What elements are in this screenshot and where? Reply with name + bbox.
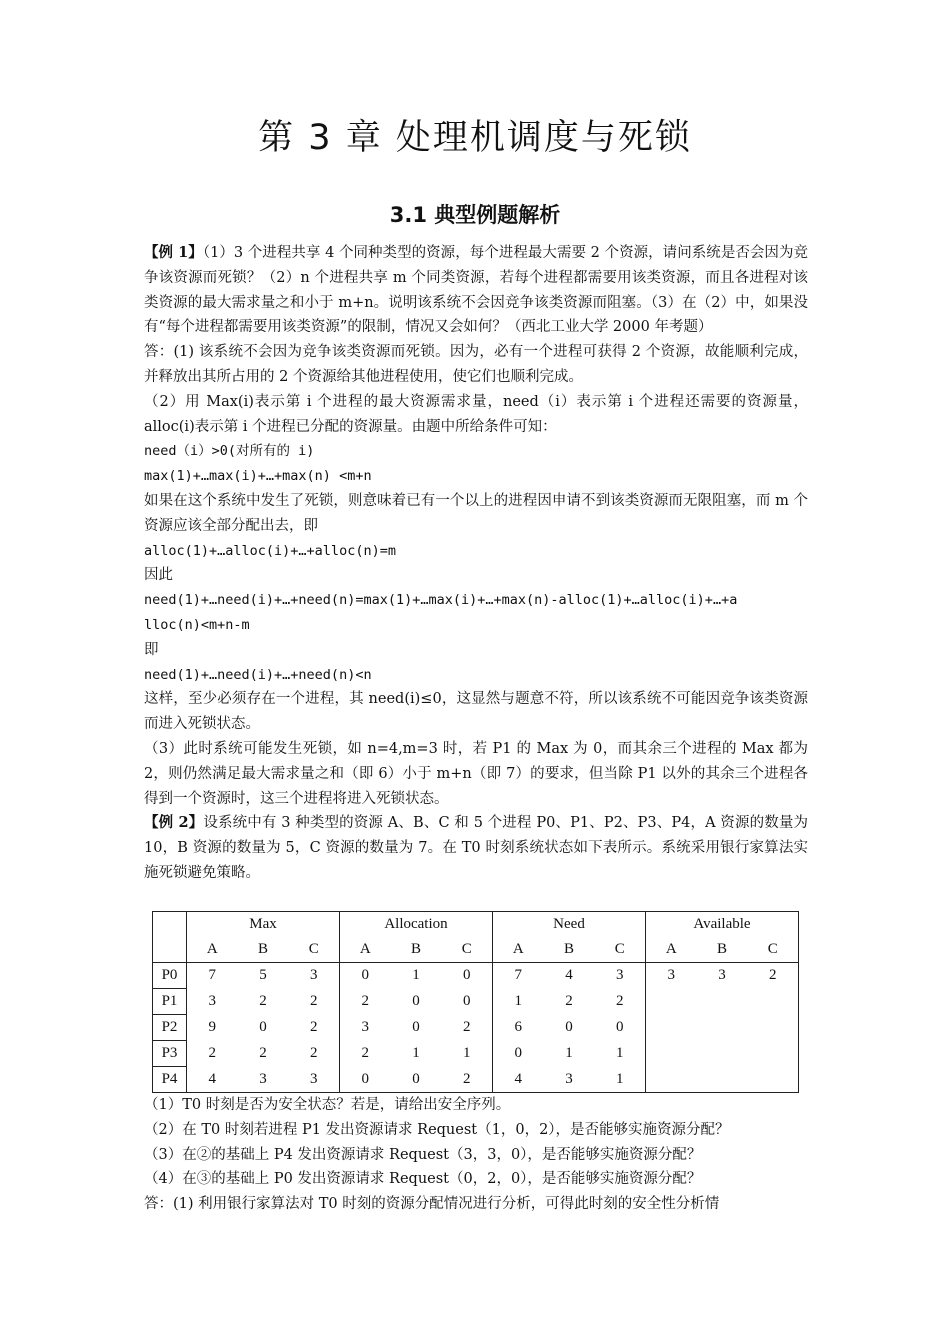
table-cell: 5 xyxy=(259,967,267,984)
formula-alloc-sum: alloc(1)+…alloc(i)+…+alloc(n)=m xyxy=(144,542,396,559)
table-cell: 0 xyxy=(442,963,493,989)
group-header: Need xyxy=(493,912,646,938)
table-cell: 2 xyxy=(289,1041,340,1067)
table-cell: 1 xyxy=(412,967,420,984)
subcol-header: C xyxy=(442,937,493,963)
section-title: 3.1 典型例题解析 xyxy=(389,203,561,227)
table-cell: 0 xyxy=(391,1067,442,1093)
example-2-questions xyxy=(144,1093,808,1217)
table-cell: 0 xyxy=(442,989,493,1015)
subcol-header: B xyxy=(391,937,442,963)
formula-need-sum-line1: need(1)+…need(i)+…+need(n)=max(1)+…max(i)+…+max(n)-alloc(1)+…alloc(i)+…+a xyxy=(144,592,738,609)
table-cell: 0 xyxy=(595,1015,646,1041)
chapter-title: 第 3 章 处理机调度与死锁 xyxy=(258,118,692,158)
table-cell: 4 xyxy=(565,967,573,984)
table-row xyxy=(153,989,799,1015)
question-3: （3）在②的基础上 P4 发出资源请求 Request（3，3，0），是否能够实施资源分配？ xyxy=(144,1146,702,1163)
table-cell: 0 xyxy=(565,1019,573,1035)
table-cell: 2 xyxy=(187,1041,238,1067)
process-label: P4 xyxy=(153,1067,187,1093)
formula-need-less-n: need(1)+…need(i)+…+need(n)<n xyxy=(144,666,372,683)
table-cell: 7 xyxy=(187,963,238,989)
table-cell: 0 xyxy=(340,963,391,989)
example-1-text xyxy=(144,241,808,886)
table-cell: 1 xyxy=(412,1045,420,1061)
answer-part-1: 答：(1) 该系统不会因为竞争该类资源而死锁。因为，必有一个进程可获得 2 个资源，故能顺利完成，并释放出其所占用的 2 个资源给其他进程使用，使它们也顺利完成。 xyxy=(144,344,808,385)
table-cell: 1 xyxy=(442,1041,493,1067)
answer-part-3: （3）此时系统可能发生死锁，如 n=4,m=3 时，若 P1 的 Max 为 0，而其余三个进程的 Max 都为 2，则仍然满足最大需求量之和（即 6）小于 m+n（即 7）的要求，但当除 P1 以外的其余三个进程各得到一个资源时，这三个进程将进入死锁状态。 xyxy=(144,740,808,807)
table-cell: 9 xyxy=(187,1015,238,1041)
table-cell: 3 xyxy=(187,989,238,1015)
table-cell: 3 xyxy=(238,1067,289,1093)
table-cell: 3 xyxy=(544,1067,595,1093)
subcol-header: A xyxy=(493,937,544,963)
formula-max-sum: max(1)+…max(i)+…+max(n) <m+n xyxy=(144,468,372,485)
table-cell: 3 xyxy=(289,1067,340,1093)
table-cell: 3 xyxy=(289,963,340,989)
table-cell: 4 xyxy=(187,1067,238,1093)
available-empty xyxy=(646,989,799,1093)
table-cell: 7 xyxy=(493,963,544,989)
table-cell: 1 xyxy=(493,989,544,1015)
table-cell: 2 xyxy=(259,1045,267,1061)
process-label: P1 xyxy=(153,989,187,1015)
table-row xyxy=(153,963,799,989)
group-header: Allocation xyxy=(340,912,493,938)
answer-part-2: （2）用 Max(i)表示第 i 个进程的最大资源需求量，need（i）表示第 i 个进程还需要的资源量，alloc(i)表示第 i 个进程已分配的资源量。由题中所给条件可知： xyxy=(144,393,808,435)
table-cell: 2 xyxy=(340,1041,391,1067)
group-header: Max xyxy=(187,912,340,938)
table-cell: 2 xyxy=(442,1067,493,1093)
available-cell: 3 xyxy=(646,963,697,989)
example-2-tag: 【例 2】 xyxy=(144,814,204,832)
example-2-intro: 【例 2】设系统中有 3 种类型的资源 A、B、C 和 5 个进程 P0、P1、P2、P3、P4，A 资源的数量为 10，B 资源的数量为 5，C 资源的数量为 7。在 T0 时刻系统状态如下表所示。系统采用银行家算法实施死锁避免策略。 xyxy=(144,814,808,881)
subcol-header: C xyxy=(595,937,646,963)
table-cell: 6 xyxy=(493,1015,544,1041)
table-cell: 1 xyxy=(565,1045,573,1061)
table-cell: 3 xyxy=(595,963,646,989)
formula-need: need（i）>0(对所有的 i) xyxy=(144,443,315,460)
question-1: （1）T0 时刻是否为安全状态？若是，请给出安全序列。 xyxy=(144,1097,511,1113)
table-cell: 2 xyxy=(289,1015,340,1041)
subcol-header: C xyxy=(748,937,799,963)
subcol-header: B xyxy=(544,937,595,963)
table-cell: 0 xyxy=(493,1041,544,1067)
subcol-header: A xyxy=(340,937,391,963)
subcol-header: C xyxy=(289,937,340,963)
table-corner xyxy=(153,912,187,963)
question-2: （2）在 T0 时刻若进程 P1 发出资源请求 Request（1，0，2），是否能够实施资源分配？ xyxy=(144,1121,730,1138)
table-cell: 0 xyxy=(259,1019,267,1035)
subcol-header: A xyxy=(187,937,238,963)
available-cell: 2 xyxy=(748,963,799,989)
table-cell: 1 xyxy=(595,1041,646,1067)
process-label: P2 xyxy=(153,1015,187,1041)
example-1-tag: 【例 1】 xyxy=(144,244,203,261)
table-cell: 2 xyxy=(595,989,646,1015)
table-cell: 2 xyxy=(442,1015,493,1041)
group-header: Available xyxy=(646,912,799,938)
table-cell: 4 xyxy=(493,1067,544,1093)
table-cell: 2 xyxy=(259,993,267,1009)
deadlock-paragraph: 如果在这个系统中发生了死锁，则意味着已有一个以上的进程因申请不到该类资源而无限阻塞，而 m 个资源应该全部分配出去，即 xyxy=(144,492,808,534)
table-cell: 0 xyxy=(412,993,420,1009)
process-label: P0 xyxy=(153,963,187,989)
table-cell: 2 xyxy=(289,989,340,1015)
formula-need-sum-line2: lloc(n)<m+n-m xyxy=(144,616,250,633)
table-cell: 0 xyxy=(340,1067,391,1093)
table-cell: 2 xyxy=(565,993,573,1009)
subcol-header: A xyxy=(646,937,697,963)
conclusion-paragraph: 这样，至少必须存在一个进程，其 need(i)≤0，这显然与题意不符，所以该系统不可能因竞争该类资源而进入死锁状态。 xyxy=(144,691,808,733)
resource-table-wrap xyxy=(152,911,799,1093)
subcol-header: B xyxy=(697,937,748,963)
available-cell: 3 xyxy=(718,967,726,984)
example-1-question: 【例 1】（1）3 个进程共享 4 个同种类型的资源，每个进程最大需要 2 个资源，请问系统是否会因为竞争该资源而死锁？（2）n 个进程共享 m 个同类资源，若每个进程都需要用该类资源，而且各进程对该类资源的最大需求量之和小于 m+n。说明该系统不会因竞争该类资源而阻塞。（3）在（2）中，如果没有“每个进程都需要用该类资源”的限制，情况又会如何？（西北工业大学 2000 年考题） xyxy=(144,244,808,336)
table-cell: 1 xyxy=(595,1067,646,1093)
table-cell: 0 xyxy=(412,1019,420,1035)
resource-allocation-table xyxy=(152,911,799,1093)
process-label: P3 xyxy=(153,1041,187,1067)
question-4: （4）在③的基础上 P0 发出资源请求 Request（0，2，0），是否能够实施资源分配？ xyxy=(144,1171,702,1188)
table-cell: 3 xyxy=(340,1015,391,1041)
answer-start: 答：(1) 利用银行家算法对 T0 时刻的资源分配情况进行分析，可得此时刻的安全性分析情 xyxy=(144,1196,720,1213)
therefore-text: 因此 xyxy=(144,567,173,584)
subcol-header: B xyxy=(238,937,289,963)
table-cell: 2 xyxy=(340,989,391,1015)
namely-text: 即 xyxy=(144,641,159,658)
